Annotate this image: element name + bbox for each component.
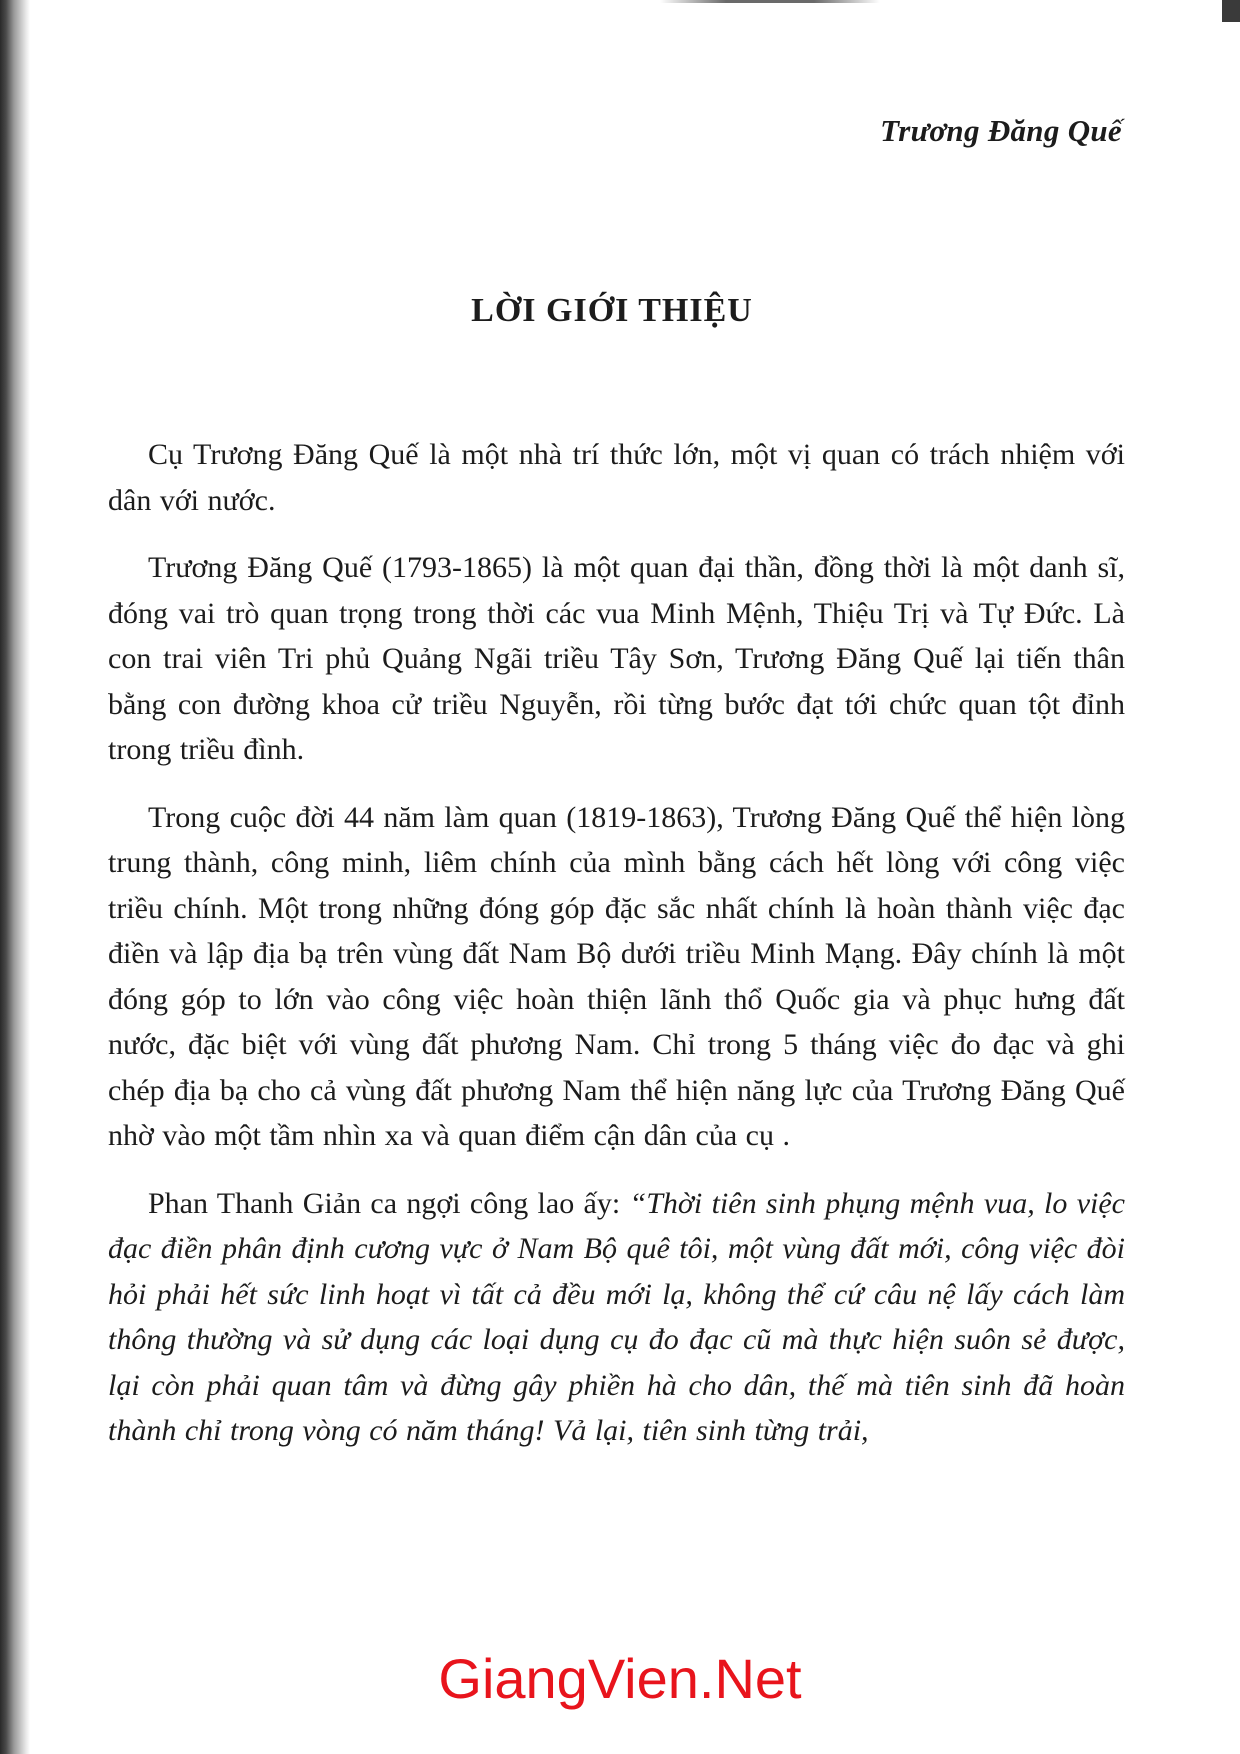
scan-top-mark	[660, 0, 880, 3]
paragraph-4	[108, 1181, 1125, 1454]
page-edge-shadow	[0, 0, 30, 1754]
quote-lead: Phan Thanh Giản ca ngợi công lao ấy:	[148, 1186, 630, 1220]
paragraph-1: Cụ Trương Đăng Quế là một nhà trí thức lớn, một vị quan có trách nhiệm với dân với nước.	[108, 438, 1125, 517]
scan-corner-mark	[1222, 0, 1240, 22]
running-header-author: Trương Đăng Quế	[880, 113, 1122, 148]
paragraph-2: Trương Đăng Quế (1793-1865) là một quan đại thần, đồng thời là một danh sĩ, đóng vai trò quan trọng trong thời các vua Minh Mệnh, Thiệu Trị và Tự Đức. Là con trai viên Tri phủ Quảng Ngãi triều Tây Sơn, Trương Đăng Quế lại tiến thân bằng con đường khoa cử triều Nguyễn, rồi từng bước đạt tới chức quan tột đỉnh trong triều đình.	[108, 551, 1125, 766]
paragraph-3: Trong cuộc đời 44 năm làm quan (1819-1863), Trương Đăng Quế thể hiện lòng trung thành, công minh, liêm chính của mình bằng cách hết lòng với công việc triều chính. Một trong những đóng góp đặc sắc nhất chính là hoàn thành việc đạc điền và lập địa bạ trên vùng đất Nam Bộ dưới triều Minh Mạng. Đây chính là một đóng góp to lớn vào công việc hoàn thiện lãnh thổ Quốc gia và phục hưng đất nước, đặc biệt với vùng đất phương Nam. Chỉ trong 5 tháng việc đo đạc và ghi chép địa bạ cho cả vùng đất phương Nam thể hiện năng lực của Trương Đăng Quế nhờ vào một tầm nhìn xa và quan điểm cận dân của cụ .	[108, 800, 1125, 1152]
body-text	[108, 432, 1125, 1476]
quote-text: “Thời tiên sinh phụng mệnh vua, lo việc đạc điền phân định cương vực ở Nam Bộ quê tôi, một vùng đất mới, công việc đòi hỏi phải hết sức linh hoạt vì tất cả đều mới lạ, không thể cứ câu nệ lấy cách làm thông thường và sử dụng các loại dụng cụ đo đạc cũ mà thực hiện suôn sẻ được, lại còn phải quan tâm và đừng gây phiền hà cho dân, thế mà tiên sinh đã hoàn thành chỉ trong vòng có năm tháng! Vả lại, tiên sinh từng trải,	[108, 1186, 1125, 1447]
watermark-logo: GiangVien.Net	[438, 1647, 802, 1710]
page-title: LỜI GIỚI THIỆU	[471, 292, 753, 329]
